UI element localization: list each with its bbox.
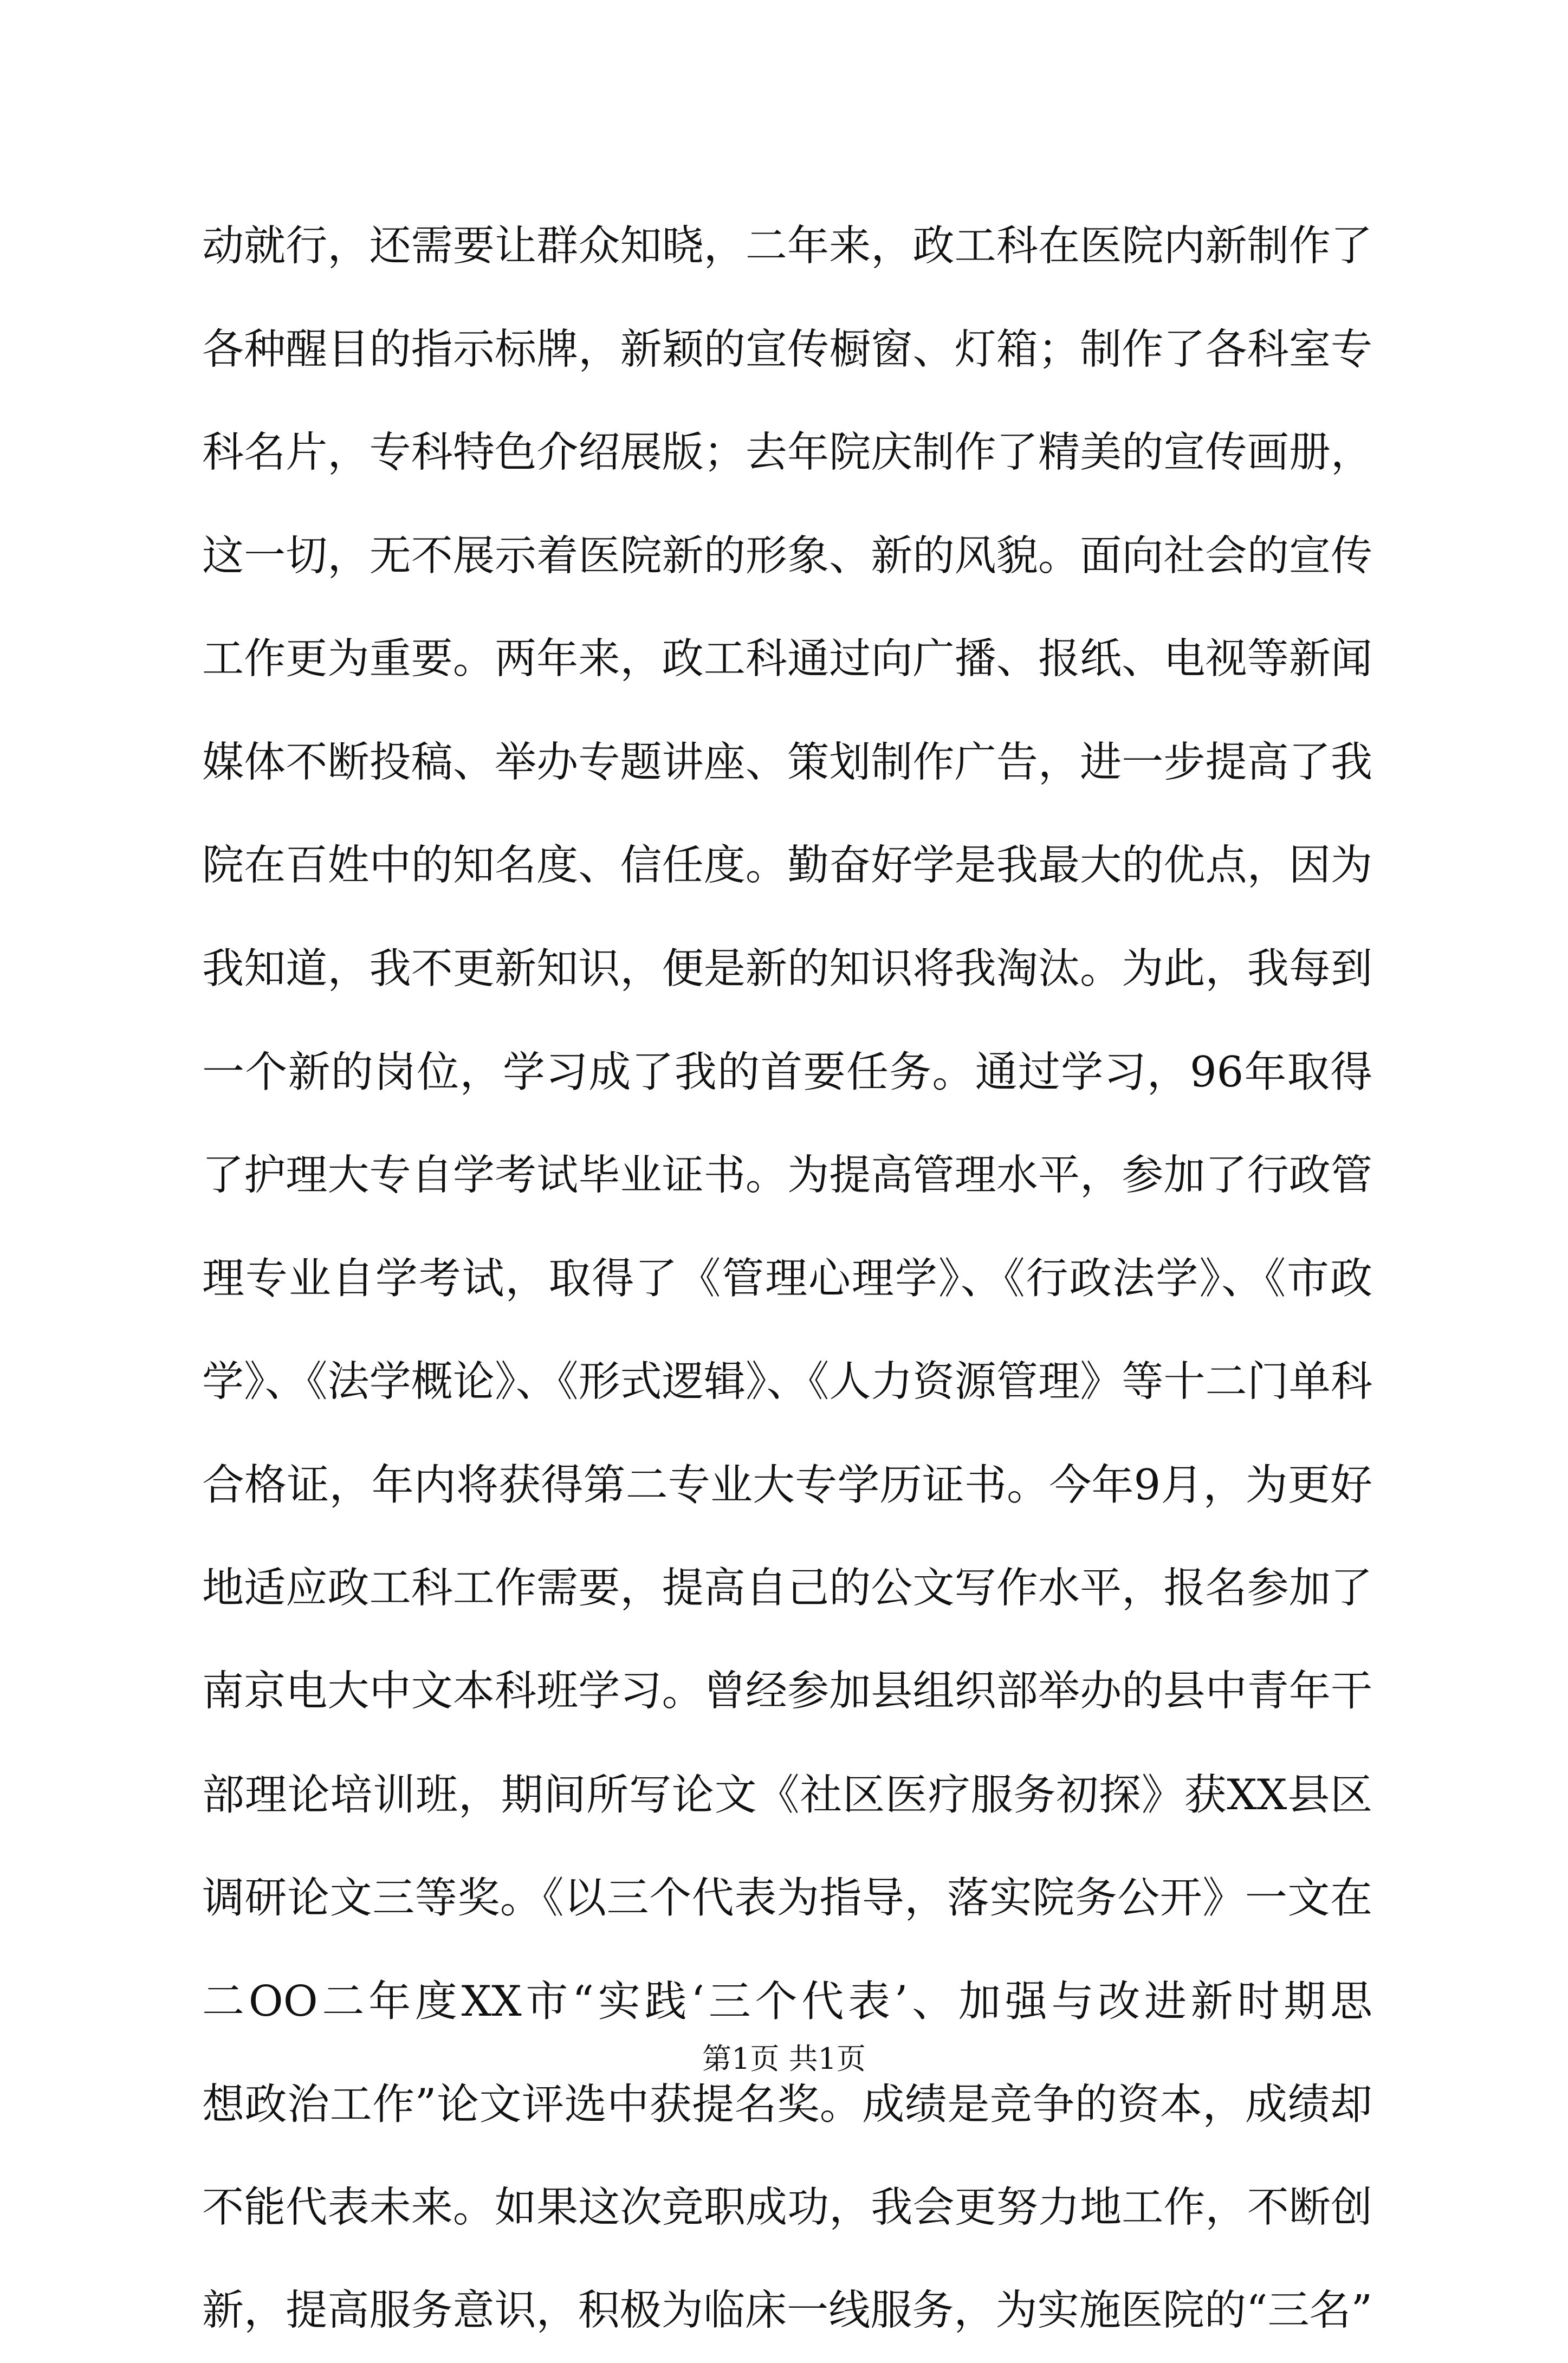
page-footer [0,2040,1568,2078]
text-line: 不能代表未来。如果这次竞职成功，我会更努力地工作，不断创 [202,2183,1372,2232]
text-line: 理专业自学考试，取得了《管理心理学》、《行政法学》、《市政 [202,1254,1372,1303]
text-line: 部理论培训班，期间所写论文《社区医疗服务初探》获XX县区 [202,1770,1372,1820]
text-line: 想政治工作”论文评选中获提名奖。成绩是竞争的资本，成绩却 [202,2080,1372,2129]
text-line: 一个新的岗位，学习成了我的首要任务。通过学习，96年取得 [202,1048,1372,1097]
text-line: 我知道，我不更新知识，便是新的知识将我淘汰。为此，我每到 [202,944,1372,993]
text-line: 媒体不断投稿、举办专题讲座、策划制作广告，进一步提高了我 [202,738,1372,787]
text-line: 新，提高服务意识，积极为临床一线服务，为实施医院的“三名” [202,2287,1372,2335]
text-line: 工作更为重要。两年来，政工科通过向广播、报纸、电视等新闻 [202,635,1372,683]
text-line: 科名片，专科特色介绍展版；去年院庆制作了精美的宣传画册， [202,429,1372,477]
text-line: 动就行，还需要让群众知晓，二年来，政工科在医院内新制作了 [202,222,1372,270]
text-line: 各种醒目的指示标牌，新颖的宣传橱窗、灯箱；制作了各科室专 [202,325,1372,374]
page-number-label: 第1页 共1页 [702,2042,866,2076]
text-line: 二OO二年度XX市“实践‘三个代表’、加强与改进新时期思 [202,1977,1372,2026]
text-line: 南京电大中文本科班学习。曾经参加县组织部举办的县中青年干 [202,1667,1372,1715]
text-line: 院在百姓中的知名度、信任度。勤奋好学是我最大的优点，因为 [202,841,1372,890]
body-text [202,195,1372,2363]
text-line: 了护理大专自学考试毕业证书。为提高管理水平，参加了行政管 [202,1151,1372,1200]
text-line: 学》、《法学概论》、《形式逻辑》、《人力资源管理》等十二门单科 [202,1357,1372,1406]
text-line: 调研论文三等奖。《以三个代表为指导，落实院务公开》一文在 [202,1874,1372,1922]
text-line: 地适应政工科工作需要，提高自己的公文写作水平，报名参加了 [202,1564,1372,1613]
text-line: 合格证，年内将获得第二专业大专学历证书。今年9月，为更好 [202,1461,1372,1510]
text-line: 这一切，无不展示着医院新的形象、新的风貌。面向社会的宣传 [202,532,1372,580]
